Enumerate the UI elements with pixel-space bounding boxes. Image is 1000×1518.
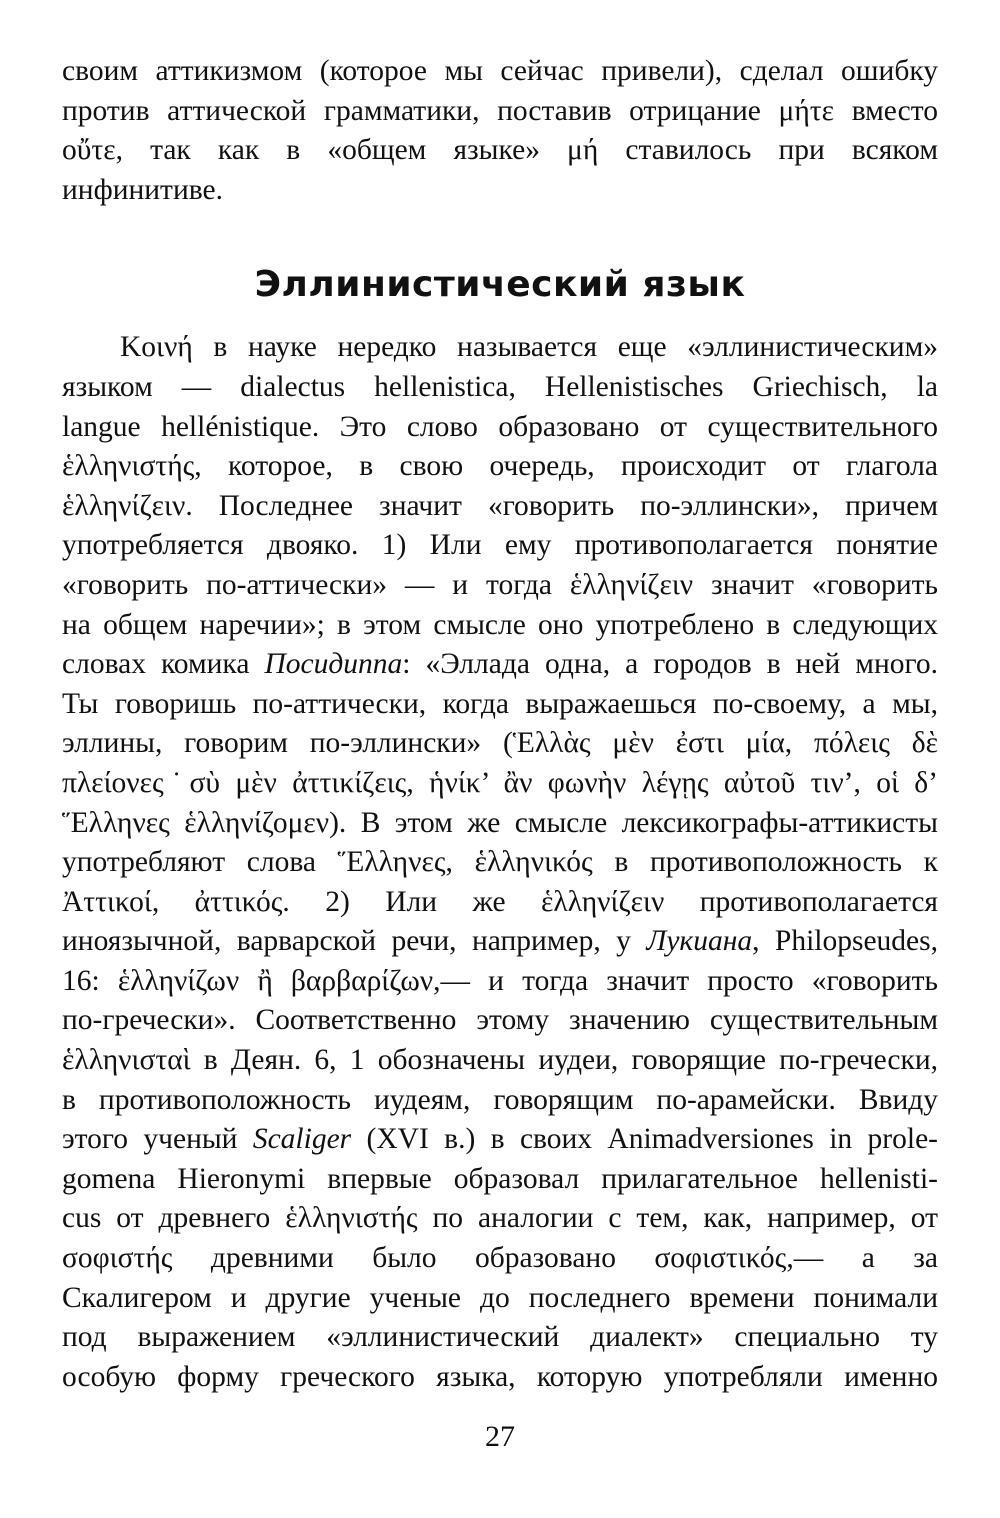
author-name-italic: Scaliger bbox=[252, 1123, 352, 1156]
text-line: против аттической грамматики, поставив отрицание μήτε вместо bbox=[62, 94, 938, 127]
text-line: Ἀττικοί, ἀττικός. 2) Или же ἑλληνίζειν противополагается bbox=[62, 885, 938, 918]
page-number: 27 bbox=[485, 1420, 515, 1453]
text-line: Ты говоришь по-аттически, когда выражаешься по-своему, а мы, bbox=[62, 687, 938, 720]
text-line bbox=[62, 1120, 938, 1160]
text-line: употребляют слова Ἕλληνες, ἑλληνικός в противоположность к bbox=[62, 846, 938, 879]
text-line: πλείονες˙σὺ μὲν ἀττικίζεις, ἡνίκ’ ἂν φωνὴν λέγῃς αὐτοῦ τιν’, οἱ δ’ bbox=[62, 766, 938, 799]
text-segment: иноязычной, варварской речи, например, у bbox=[62, 925, 647, 958]
text-segment: : «Эллада одна, а городов в ней много. bbox=[402, 648, 939, 681]
text-line: по-гречески». Соответственно этому значению существительным bbox=[62, 1004, 938, 1037]
text-segment: этого ученый bbox=[62, 1123, 253, 1156]
text-line: на общем наречии»; в этом смысле оно употреблено в следующих bbox=[62, 608, 938, 641]
text-segment: (XVI в.) в своих Animadversiones in prole- bbox=[351, 1123, 938, 1156]
paragraph-main bbox=[62, 328, 938, 1397]
author-name-italic: Лукиана bbox=[646, 925, 753, 958]
text-line: Ἕλληνες ἑλληνίζομεν). В этом же смысле лексикографы-аттикисты bbox=[62, 806, 938, 839]
text-line bbox=[62, 645, 938, 685]
page-body bbox=[62, 52, 938, 1397]
text-line: ἑλληνιστής, которое, в свою очередь, происходит от глагола bbox=[62, 450, 938, 483]
text-line: Κοινή в науке нередко называется еще «эллинистическим» bbox=[120, 331, 938, 364]
text-line: ἑλληνισταὶ в Деян. 6, 1 обозначены иудеи, говорящие по-гречески, bbox=[62, 1044, 938, 1077]
text-line: особую форму греческого языка, которую употребляли именно bbox=[62, 1360, 938, 1393]
text-segment: словах комика bbox=[62, 648, 265, 681]
text-line: под выражением «эллинистический диалект» специально ту bbox=[62, 1321, 938, 1354]
text-segment: , Philopseudes, bbox=[752, 925, 938, 958]
text-line: σοφιστής древними было образовано σοφιστικός,— а за bbox=[62, 1242, 938, 1275]
text-line bbox=[62, 922, 938, 962]
text-line: 16: ἑλληνίζων ἢ βαρβαρίζων,— и тогда значит просто «говорить bbox=[62, 964, 938, 997]
text-line: инфинитиве. bbox=[62, 173, 223, 206]
text-line: «говорить по-аттически» — и тогда ἑλληνίζειν значит «говорить bbox=[62, 568, 938, 601]
text-line: οὔτε, так как в «общем языке» μή ставилось при всяком bbox=[62, 134, 938, 167]
text-line: Скалигером и другие ученые до последнего времени понимали bbox=[62, 1281, 938, 1314]
section-heading: Эллинистический язык bbox=[254, 264, 746, 306]
text-line: в противоположность иудеям, говорящим по-арамейски. Ввиду bbox=[62, 1083, 938, 1116]
text-line: langue hellénistique. Это слово образовано от существительного bbox=[62, 410, 938, 443]
text-line: эллины, говорим по-эллински» (Ἑλλὰς μὲν ἐστι μία, πόλεις δὲ bbox=[62, 727, 938, 760]
text-line: ἑλληνίζειν. Последнее значит «говорить по-эллински», причем bbox=[62, 489, 938, 522]
text-line: cus от древнего ἑλληνιστής по аналогии с тем, как, например, от bbox=[62, 1202, 938, 1235]
text-line: употребляется двояко. 1) Или ему противополагается понятие bbox=[62, 529, 938, 562]
text-line: своим аттикизмом (которое мы сейчас привели), сделал ошибку bbox=[62, 55, 938, 87]
author-name-italic: Посидиппа bbox=[264, 648, 403, 681]
paragraph-continued bbox=[62, 52, 938, 210]
text-line: языком — dialectus hellenistica, Hellenistisches Griechisch, la bbox=[62, 370, 938, 403]
text-line: gomena Hieronymi впервые образовал прилагательное hellenisti- bbox=[62, 1162, 938, 1195]
